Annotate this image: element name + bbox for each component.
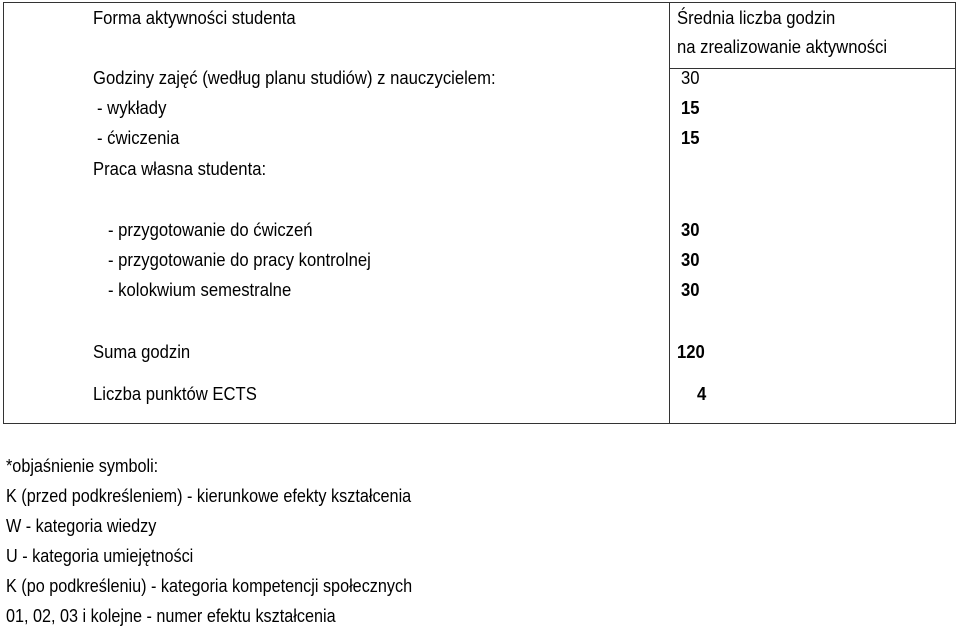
legend-title: *objaśnienie symboli: — [6, 456, 159, 476]
row-exercises-label: - ćwiczenia — [97, 127, 180, 148]
row-prep-test-label: - przygotowanie do pracy kontrolnej — [108, 249, 371, 270]
legend-line-w: W - kategoria wiedzy — [6, 516, 157, 536]
row-colloquium-label: - kolokwium semestralne — [108, 279, 292, 300]
row-colloquium-value: 30 — [681, 279, 700, 300]
row-ects-label: Liczba punktów ECTS — [93, 383, 257, 404]
row-contact-hours-value: 30 — [681, 67, 700, 88]
row-contact-hours-label: Godziny zajęć (według planu studiów) z nauczycielem: — [93, 67, 496, 88]
column-divider — [669, 3, 670, 423]
header-average-hours: Średnia liczba godzin — [677, 7, 836, 28]
legend-line-numbers: 01, 02, 03 i kolejne - numer efektu kształcenia — [6, 606, 336, 626]
legend-line-u: U - kategoria umiejętności — [6, 546, 194, 566]
row-self-work-label: Praca własna studenta: — [93, 158, 267, 179]
row-exercises-value: 15 — [681, 127, 700, 148]
row-ects-value: 4 — [697, 383, 707, 404]
header-activity-form: Forma aktywności studenta — [93, 7, 296, 28]
header-average-hours-cont: na zrealizowanie aktywności — [677, 36, 888, 57]
row-prep-test-value: 30 — [681, 249, 700, 270]
row-lectures-value: 15 — [681, 97, 700, 118]
header-divider — [669, 68, 956, 69]
row-prep-exercises-value: 30 — [681, 219, 700, 240]
legend-line-k-before: K (przed podkreśleniem) - kierunkowe efekty kształcenia — [6, 486, 412, 506]
row-sum-label: Suma godzin — [93, 341, 191, 362]
row-lectures-label: - wykłady — [97, 97, 167, 118]
row-sum-value: 120 — [677, 341, 705, 362]
legend-line-k-after: K (po podkreśleniu) - kategoria kompetencji społecznych — [6, 576, 413, 596]
row-prep-exercises-label: - przygotowanie do ćwiczeń — [108, 219, 313, 240]
